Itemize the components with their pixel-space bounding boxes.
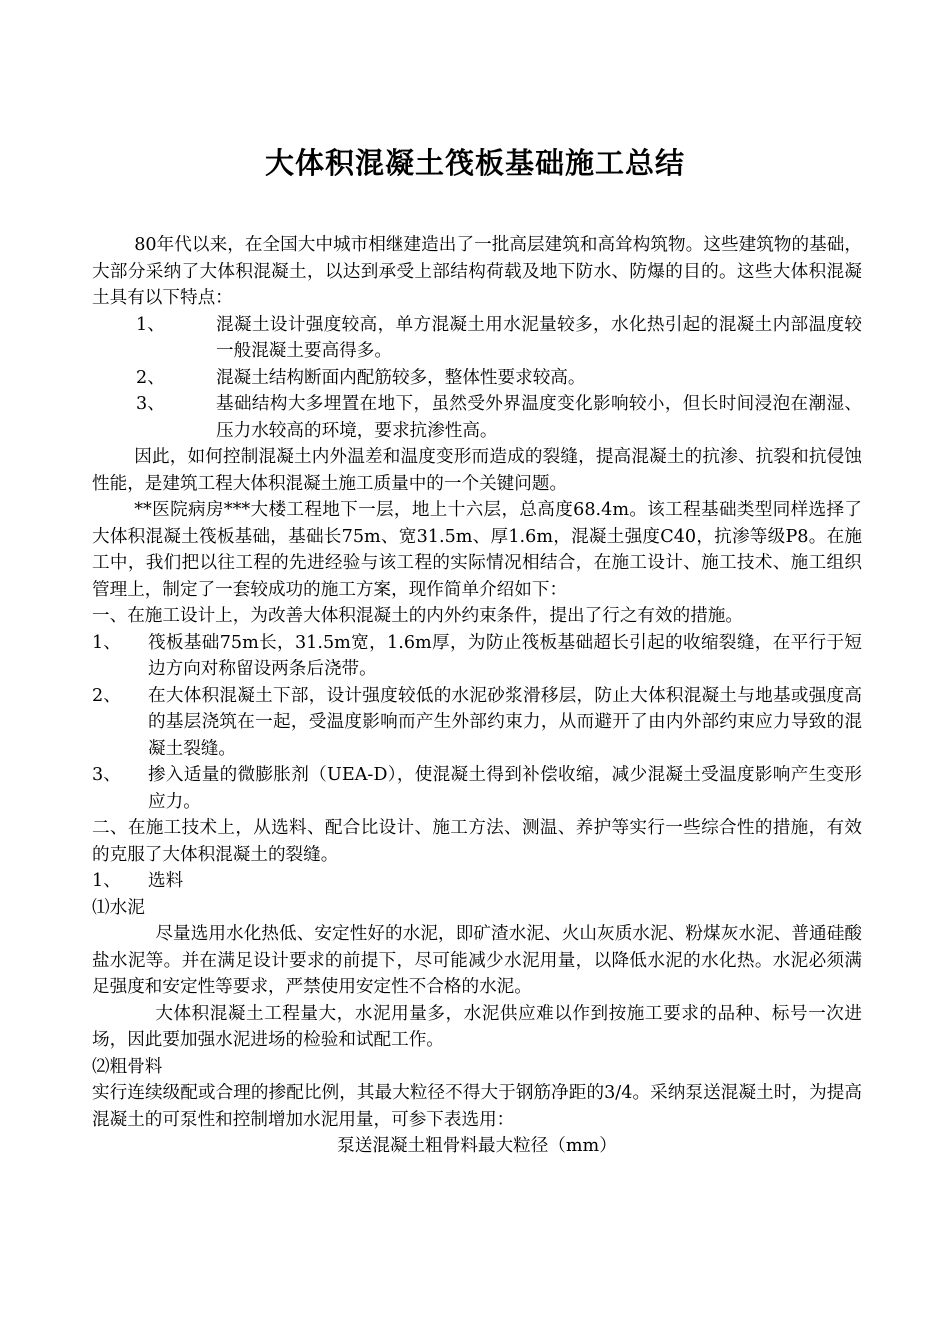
aggregate-heading: ⑵粗骨料: [92, 1056, 163, 1077]
section1-item-text: 筏板基础75m长，31.5m宽，1.6m厚，为防止筏板基础超长引起的收缩裂缝，在平行于短边方向对称留设两条后浇带。: [148, 632, 862, 679]
feature-number: 3、: [136, 394, 165, 414]
section2-sub-text: 选料: [148, 871, 184, 891]
document-title: 大体积混凝土筏板基础施工总结: [264, 146, 685, 180]
cement-paragraph-1: 尽量选用水化热低、安定性好的水泥，即矿渣水泥、火山灰质水泥、粉煤灰水泥、普通硅酸盐水泥等。并在满足设计要求的前提下，尽可能减少水泥用量，以降低水泥的水化热。水泥必须满足强度和安定性等要求，严禁使用安定性不合格的水泥。: [92, 924, 862, 997]
feature-text: 基础结构大多埋置在地下，虽然受外界温度变化影响较小，但长时间浸泡在潮湿、压力水较高的环境，要求抗渗性高。: [216, 394, 862, 441]
feature-item: [92, 365, 862, 392]
table-caption: 泵送混凝土粗骨料最大粒径（mm）: [337, 1136, 617, 1156]
section1-item: [92, 630, 862, 683]
section1-item-number: 2、: [92, 685, 121, 706]
feature-text: 混凝土设计强度较高，单方混凝土用水泥量较多，水化热引起的混凝土内部温度较一般混凝土要高得多。: [216, 314, 862, 361]
section2-subheading: [92, 868, 862, 895]
project-paragraph: **医院病房***大楼工程地下一层，地上十六层，总高度68.4m。该工程基础类型同样选择了大体积混凝土筏板基础，基础长75m、宽31.5m、厚1.6m，混凝土强度C40，抗渗等级P8。在施工中，我们把以往工程的先进经验与该工程的实际情况相结合，在施工设计、施工技术、施工组织管理上，制定了一套较成功的施工方案，现作简单介绍如下：: [92, 500, 862, 600]
section2-sub-number: 1、: [92, 871, 121, 891]
document-body: [92, 232, 862, 1160]
section1-item-number: 3、: [92, 765, 121, 785]
section1-item-number: 1、: [92, 632, 121, 653]
feature-item: [92, 312, 862, 365]
cement-paragraph-2: 大体积混凝土工程量大，水泥用量多，水泥供应难以作到按施工要求的品种、标号一次进场，因此要加强水泥进场的检验和试配工作。: [92, 1003, 862, 1050]
feature-number: 2、: [136, 367, 165, 388]
section2-heading: 二、在施工技术上，从选料、配合比设计、施工方法、测温、养护等实行一些综合性的措施，有效的克服了大体积混凝土的裂缝。: [92, 818, 862, 865]
therefore-paragraph: 因此，如何控制混凝土内外温差和温度变形而造成的裂缝，提高混凝土的抗渗、抗裂和抗侵蚀性能，是建筑工程大体积混凝土施工质量中的一个关键问题。: [92, 447, 862, 494]
cement-heading: ⑴水泥: [92, 897, 145, 918]
intro-paragraph: 80年代以来，在全国大中城市相继建造出了一批高层建筑和高耸构筑物。这些建筑物的基础，大部分采纳了大体积混凝土，以达到承受上部结构荷载及地下防水、防爆的目的。这些大体积混凝土具有以下特点：: [92, 235, 862, 308]
aggregate-paragraph: 实行连续级配或合理的掺配比例，其最大粒径不得大于钢筋净距的3/4。采纳泵送混凝土时，为提高混凝土的可泵性和控制增加水泥用量，可参下表选用：: [92, 1083, 862, 1130]
section1-item-text: 在大体积混凝土下部，设计强度较低的水泥砂浆滑移层，防止大体积混凝土与地基或强度高的基层浇筑在一起，受温度影响而产生外部约束力，从而避开了由内外部约束应力导致的混凝土裂缝。: [148, 685, 862, 759]
section1-item: [92, 762, 862, 815]
section1-heading: 一、在施工设计上，为改善大体积混凝土的内外约束条件，提出了行之有效的措施。: [92, 606, 743, 626]
feature-number: 1、: [136, 314, 165, 335]
feature-text: 混凝土结构断面内配筋较多，整体性要求较高。: [216, 367, 586, 388]
section1-item-text: 掺入适量的微膨胀剂（UEA-D），使混凝土得到补偿收缩，减少混凝土受温度影响产生变形应力。: [148, 765, 862, 812]
section1-item: [92, 683, 862, 763]
feature-item: [92, 391, 862, 444]
